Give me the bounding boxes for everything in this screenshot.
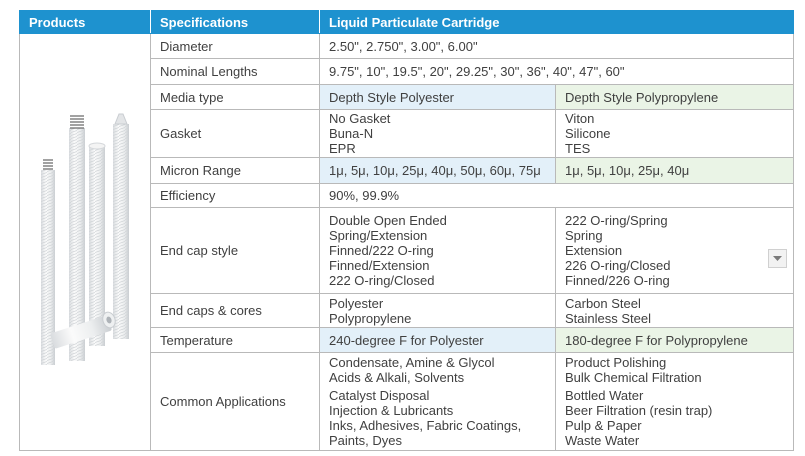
end-cap-item: Spring/Extension — [329, 228, 428, 243]
end-cap-right — [556, 208, 794, 294]
label-media-type: Media type — [151, 85, 320, 110]
temperature-polyester: 240-degree F for Polyester — [320, 328, 556, 353]
gasket-item: Silicone — [565, 126, 611, 141]
gasket-item: Buna-N — [329, 126, 374, 141]
gasket-item: No Gasket — [329, 111, 391, 126]
end-cap-item: Spring — [565, 228, 603, 243]
temperature-polypropylene: 180-degree F for Polypropylene — [556, 328, 794, 353]
end-cap-left — [320, 208, 556, 294]
application-item: Product Polishing — [565, 355, 667, 370]
end-cap-item: Finned/222 O-ring — [329, 243, 434, 258]
application-item: Acids & Alkali, Solvents — [329, 370, 465, 385]
end-cap-item: 222 O-ring/Closed — [329, 273, 435, 288]
value-nominal-lengths: 9.75", 10", 19.5", 20", 29.25", 30", 36", 40", 47", 60" — [320, 59, 794, 85]
product-image-cell — [20, 34, 151, 451]
gasket-left — [320, 110, 556, 158]
media-polypropylene: Depth Style Polypropylene — [556, 85, 794, 110]
applications-right — [556, 353, 794, 451]
chevron-down-icon — [769, 250, 786, 267]
label-nominal-lengths: Nominal Lengths — [151, 59, 320, 85]
application-item: Condensate, Amine & Glycol — [329, 355, 495, 370]
application-item: Injection & Lubricants — [329, 403, 454, 418]
cores-item: Carbon Steel — [565, 295, 641, 311]
label-common-applications: Common Applications — [151, 353, 320, 451]
value-efficiency: 90%, 99.9% — [320, 184, 794, 208]
row-diameter — [20, 34, 794, 59]
value-diameter: 2.50", 2.750", 3.00", 6.00" — [320, 34, 794, 59]
cores-item: Polyester — [329, 295, 384, 311]
application-item: Bottled Water — [565, 388, 644, 403]
label-end-cap-style: End cap style — [151, 208, 320, 294]
dropdown-toggle-button[interactable] — [768, 249, 787, 268]
label-end-caps-cores: End caps & cores — [151, 294, 320, 328]
end-cap-item: Extension — [565, 243, 623, 258]
micron-polypropylene: 1μ, 5μ, 10μ, 25μ, 40μ — [556, 158, 794, 184]
end-cap-item: 222 O-ring/Spring — [565, 213, 668, 228]
cores-item: Polypropylene — [329, 310, 412, 326]
gasket-item: EPR — [329, 141, 356, 156]
micron-polyester: 1μ, 5μ, 10μ, 25μ, 40μ, 50μ, 60μ, 75μ — [320, 158, 556, 184]
gasket-item: Viton — [565, 111, 595, 126]
application-item: Beer Filtration (resin trap) — [565, 403, 713, 418]
cores-left — [320, 294, 556, 328]
media-polyester: Depth Style Polyester — [320, 85, 556, 110]
application-item: Bulk Chemical Filtration — [565, 370, 702, 385]
header-row — [20, 11, 794, 34]
end-cap-item: Finned/Extension — [329, 258, 430, 273]
label-micron-range: Micron Range — [151, 158, 320, 184]
application-item: Paints, Dyes — [329, 433, 402, 448]
label-gasket: Gasket — [151, 110, 320, 158]
label-efficiency: Efficiency — [151, 184, 320, 208]
gasket-right — [556, 110, 794, 158]
header-products: Products — [20, 11, 151, 34]
application-item: Inks, Adhesives, Fabric Coatings, — [329, 418, 522, 433]
cores-right — [556, 294, 794, 328]
cores-item: Stainless Steel — [565, 310, 651, 326]
end-cap-item: 226 O-ring/Closed — [565, 258, 671, 273]
application-item: Catalyst Disposal — [329, 388, 430, 403]
application-item: Waste Water — [565, 433, 640, 448]
label-diameter: Diameter — [151, 34, 320, 59]
filter-cartridges-image — [29, 106, 139, 376]
applications-left — [320, 353, 556, 451]
header-specifications: Specifications — [151, 11, 320, 34]
gasket-item: TES — [565, 141, 591, 156]
application-item: Pulp & Paper — [565, 418, 642, 433]
specifications-table — [19, 10, 794, 451]
end-cap-item: Double Open Ended — [329, 213, 447, 228]
end-cap-item: Finned/226 O-ring — [565, 273, 670, 288]
label-temperature: Temperature — [151, 328, 320, 353]
header-cartridge: Liquid Particulate Cartridge — [320, 11, 794, 34]
